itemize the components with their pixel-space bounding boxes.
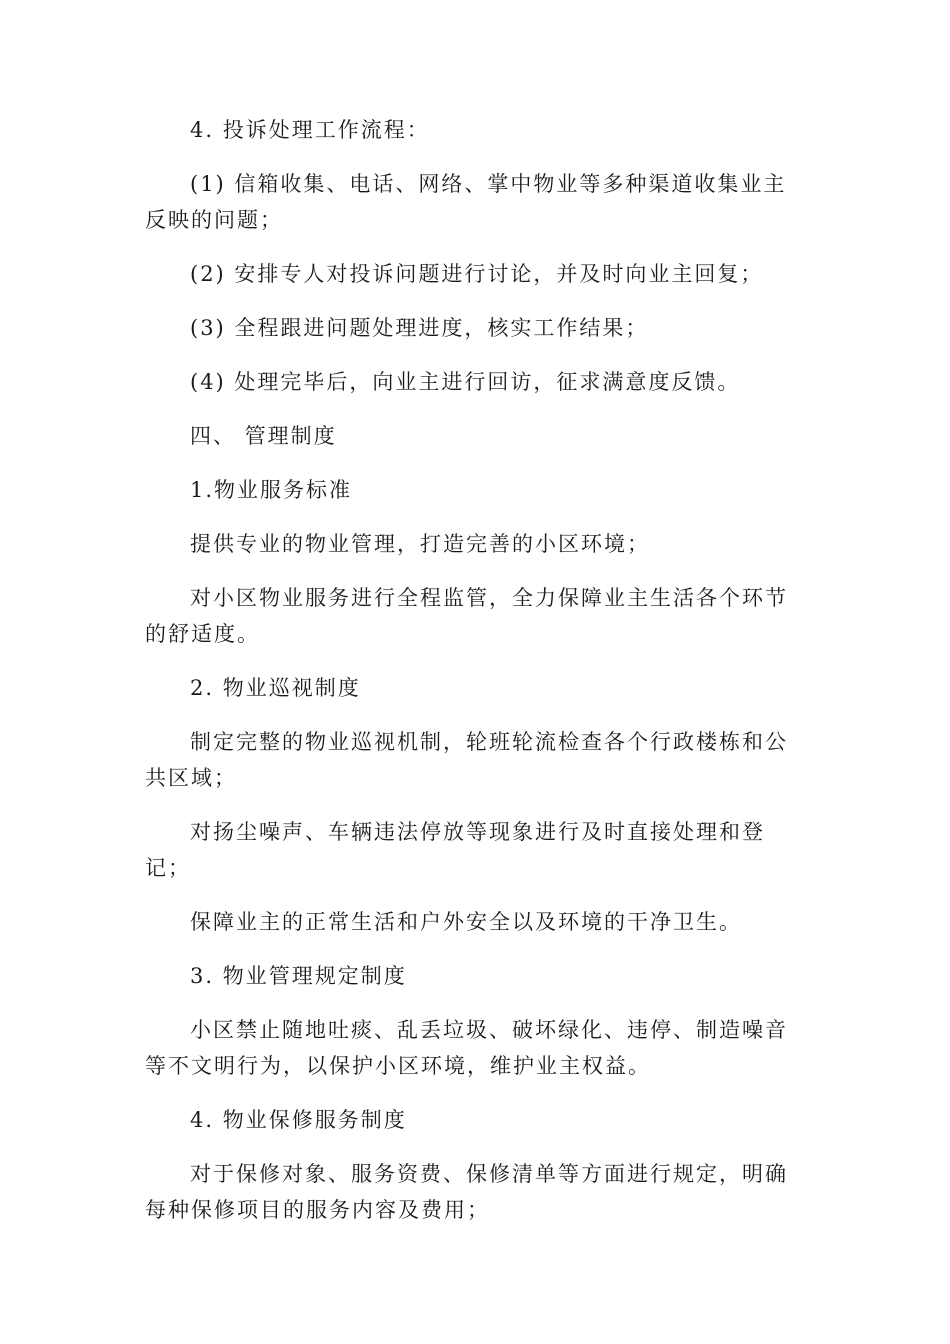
- subheading-repair-service: 4. 物业保修服务制度: [190, 1108, 407, 1132]
- subheading-patrol-system: 2. 物业巡视制度: [190, 676, 361, 700]
- paragraph-complaint-step-3: (3) 全程跟进问题处理进度，核实工作结果；: [190, 316, 649, 340]
- paragraph-complaint-workflow-heading: 4. 投诉处理工作流程：: [190, 118, 430, 142]
- section-heading-management-system: 四、 管理制度: [190, 424, 337, 448]
- paragraph-patrol-2: 对扬尘噪声、车辆违法停放等现象进行及时直接处理和登记；: [145, 820, 765, 880]
- subheading-service-standard: 1.物业服务标准: [190, 478, 353, 502]
- paragraph-complaint-step-2: (2) 安排专人对投诉问题进行讨论，并及时向业主回复；: [190, 262, 764, 286]
- paragraph-repair-service-1: 对于保修对象、服务资费、保修清单等方面进行规定，明确每种保修项目的服务内容及费用；: [145, 1162, 788, 1222]
- subheading-management-rules: 3. 物业管理规定制度: [190, 964, 407, 988]
- paragraph-patrol-3: 保障业主的正常生活和户外安全以及环境的干净卫生。: [190, 910, 742, 934]
- paragraph-management-rules-1: 小区禁止随地吐痰、乱丢垃圾、破坏绿化、违停、制造噪音等不文明行为，以保护小区环境，维护业主权益。: [145, 1018, 788, 1078]
- paragraph-complaint-step-1: (1) 信箱收集、电话、网络、掌中物业等多种渠道收集业主反映的问题；: [145, 172, 787, 232]
- paragraph-service-standard-2: 对小区物业服务进行全程监管，全力保障业主生活各个环节的舒适度。: [145, 586, 788, 646]
- document-body: [145, 112, 795, 1228]
- paragraph-service-standard-1: 提供专业的物业管理，打造完善的小区环境；: [190, 532, 650, 556]
- paragraph-patrol-1: 制定完整的物业巡视机制，轮班轮流检查各个行政楼栋和公共区域；: [145, 730, 788, 790]
- paragraph-complaint-step-4: (4) 处理完毕后，向业主进行回访，征求满意度反馈。: [190, 370, 741, 394]
